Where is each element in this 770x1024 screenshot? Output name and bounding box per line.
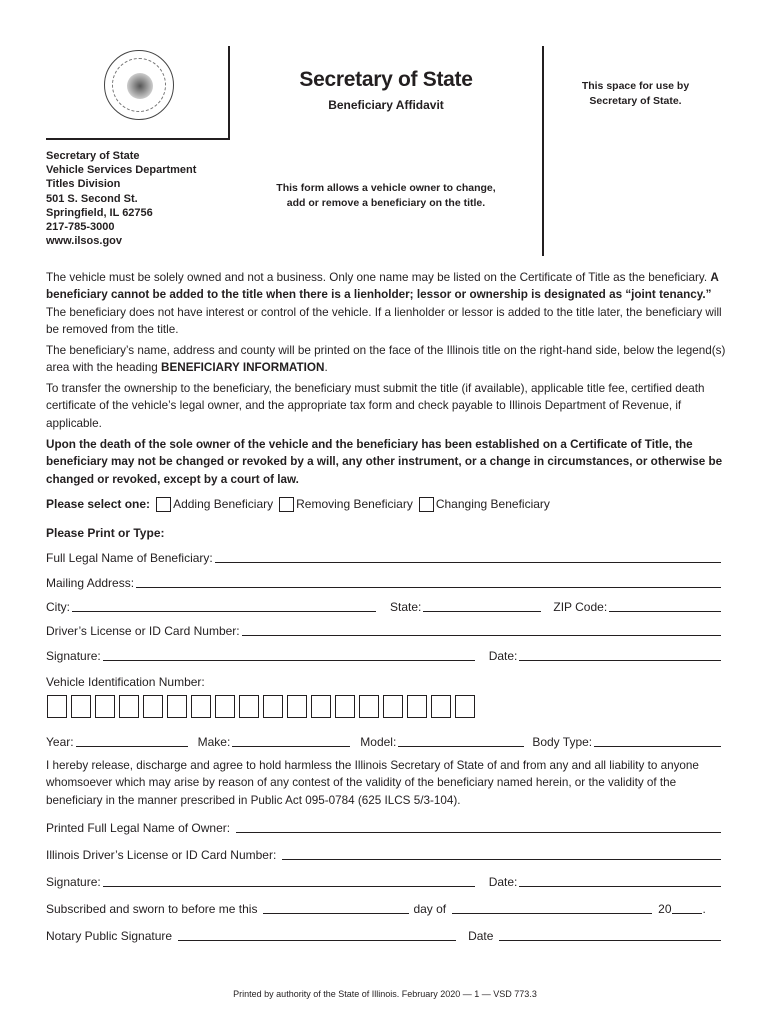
notary-date-label: Date — [468, 929, 494, 943]
title-print-paragraph: The beneficiary’s name, address and county will be printed on the face of the Illinois title on the right-hand side, below the legend(s) area with the heading BENEFICIARY INFORMATION. — [46, 344, 726, 375]
year-field[interactable] — [76, 734, 188, 747]
transfer-paragraph: To transfer the ownership to the beneficiary, the beneficiary must submit the title (if available), applicable title fee, certified death certificate of the vehicle’s legal owner, and the appropriate tax form and check payable to Illinois Department of Revenue, if applicable. — [46, 382, 705, 430]
sworn-label: Subscribed and sworn to before me this — [46, 902, 258, 916]
notary-signature-field[interactable] — [178, 928, 456, 941]
state-field[interactable] — [423, 599, 541, 612]
vin-box-5[interactable] — [143, 695, 163, 718]
notary-signature-label: Notary Public Signature — [46, 929, 173, 943]
page-footer: Printed by authority of the State of Illinois. February 2020 — 1 — VSD 773.3 — [233, 989, 537, 999]
state-seal-icon — [104, 50, 174, 120]
vin-box-9[interactable] — [239, 695, 259, 718]
owner-license-field[interactable] — [282, 847, 721, 860]
year-label: Year: — [46, 735, 74, 749]
beneficiary-date-field[interactable] — [519, 648, 721, 661]
form-subtitle: Beneficiary Affidavit — [328, 98, 444, 112]
vin-box-11[interactable] — [287, 695, 307, 718]
form-purpose: This form allows a vehicle owner to change, add or remove a beneficiary on the title. — [276, 182, 496, 209]
vin-box-12[interactable] — [311, 695, 331, 718]
model-label: Model: — [360, 735, 397, 749]
eligibility-paragraph: The vehicle must be solely owned and not a business. Only one name may be listed on the Certificate of Title as the beneficiary. A beneficiary cannot be added to the title when there is a lienholder; lessor or ownership is designated as “joint tenancy.” The beneficiary does not have interest or control of the vehicle. If a lienholder or lessor is added to the title later, the beneficiary will be removed from the title. — [46, 271, 722, 337]
vin-box-17[interactable] — [431, 695, 451, 718]
body-type-field[interactable] — [594, 734, 721, 747]
make-label: Make: — [197, 735, 231, 749]
vin-box-10[interactable] — [263, 695, 283, 718]
owner-license-label: Illinois Driver’s License or ID Card Number: — [46, 848, 277, 862]
zip-field[interactable] — [609, 599, 721, 612]
vin-box-7[interactable] — [191, 695, 211, 718]
vin-box-1[interactable] — [47, 695, 67, 718]
select-label: Please select one: — [46, 497, 151, 511]
city-label: City: — [46, 600, 70, 614]
beneficiary-name-field[interactable] — [215, 550, 721, 563]
vin-box-3[interactable] — [95, 695, 115, 718]
vin-box-4[interactable] — [119, 695, 139, 718]
beneficiary-action-selector: Please select one: Adding Beneficiary Removing Beneficiary Changing Beneficiary — [46, 497, 550, 511]
make-field[interactable] — [232, 734, 350, 747]
vin-box-16[interactable] — [407, 695, 427, 718]
vin-box-14[interactable] — [359, 695, 379, 718]
license-label: Driver’s License or ID Card Number: — [46, 624, 240, 638]
vin-box-8[interactable] — [215, 695, 235, 718]
owner-date-label: Date: — [488, 875, 518, 889]
zip-label: ZIP Code: — [553, 600, 608, 614]
sworn-day-field[interactable] — [263, 901, 409, 914]
office-address: Secretary of State Vehicle Services Department Titles Division 501 S. Second St. Springfield, IL 62756 217-785-3000 www.ilsos.gov — [46, 150, 197, 248]
owner-date-field[interactable] — [519, 874, 721, 887]
vin-box-18[interactable] — [455, 695, 475, 718]
owner-signature-field[interactable] — [103, 874, 475, 887]
removing-beneficiary-checkbox[interactable] — [279, 497, 294, 512]
print-type-label: Please Print or Type: — [46, 526, 165, 540]
owner-name-label: Printed Full Legal Name of Owner: — [46, 821, 231, 835]
body-type-label: Body Type: — [532, 735, 593, 749]
vin-box-6[interactable] — [167, 695, 187, 718]
beneficiary-name-label: Full Legal Name of Beneficiary: — [46, 551, 213, 565]
license-field[interactable] — [242, 623, 721, 636]
year-end-label: . — [702, 902, 706, 916]
office-use-note: This space for use by Secretary of State. — [581, 80, 690, 107]
sworn-year-field[interactable] — [672, 901, 702, 914]
vin-box-15[interactable] — [383, 695, 403, 718]
adding-beneficiary-checkbox[interactable] — [156, 497, 171, 512]
beneficiary-date-label: Date: — [488, 649, 518, 663]
notary-date-field[interactable] — [499, 928, 721, 941]
year-prefix-label: 20 — [658, 902, 672, 916]
page-title: Secretary of State — [299, 68, 473, 91]
release-paragraph: I hereby release, discharge and agree to hold harmless the Illinois Secretary of State of and from any and all liability to anyone whomsoever which may arise by reason of any contest of the validity of the beneficiary named herein, or the validity of the beneficiary in the manner prescribed in Public Act 095-0784 (625 ILCS 5/3-104). — [46, 759, 699, 807]
owner-name-field[interactable] — [236, 820, 721, 833]
vin-box-2[interactable] — [71, 695, 91, 718]
beneficiary-signature-label: Signature: — [46, 649, 101, 663]
changing-beneficiary-checkbox[interactable] — [419, 497, 434, 512]
sworn-month-field[interactable] — [452, 901, 652, 914]
owner-signature-label: Signature: — [46, 875, 101, 889]
vin-box-13[interactable] — [335, 695, 355, 718]
beneficiary-signature-field[interactable] — [103, 648, 475, 661]
model-field[interactable] — [398, 734, 524, 747]
mailing-address-label: Mailing Address: — [46, 576, 135, 590]
vin-label: Vehicle Identification Number: — [46, 675, 205, 689]
state-label: State: — [390, 600, 422, 614]
city-field[interactable] — [72, 599, 376, 612]
death-paragraph: Upon the death of the sole owner of the vehicle and the beneficiary has been established on a Certificate of Title, the beneficiary may not be changed or revoked by a will, any other instrument, or a change in circumstances, or otherwise be changed or revoked, except by a court of law. — [46, 438, 723, 486]
mailing-address-field[interactable] — [136, 575, 721, 588]
day-of-label: day of — [413, 902, 447, 916]
